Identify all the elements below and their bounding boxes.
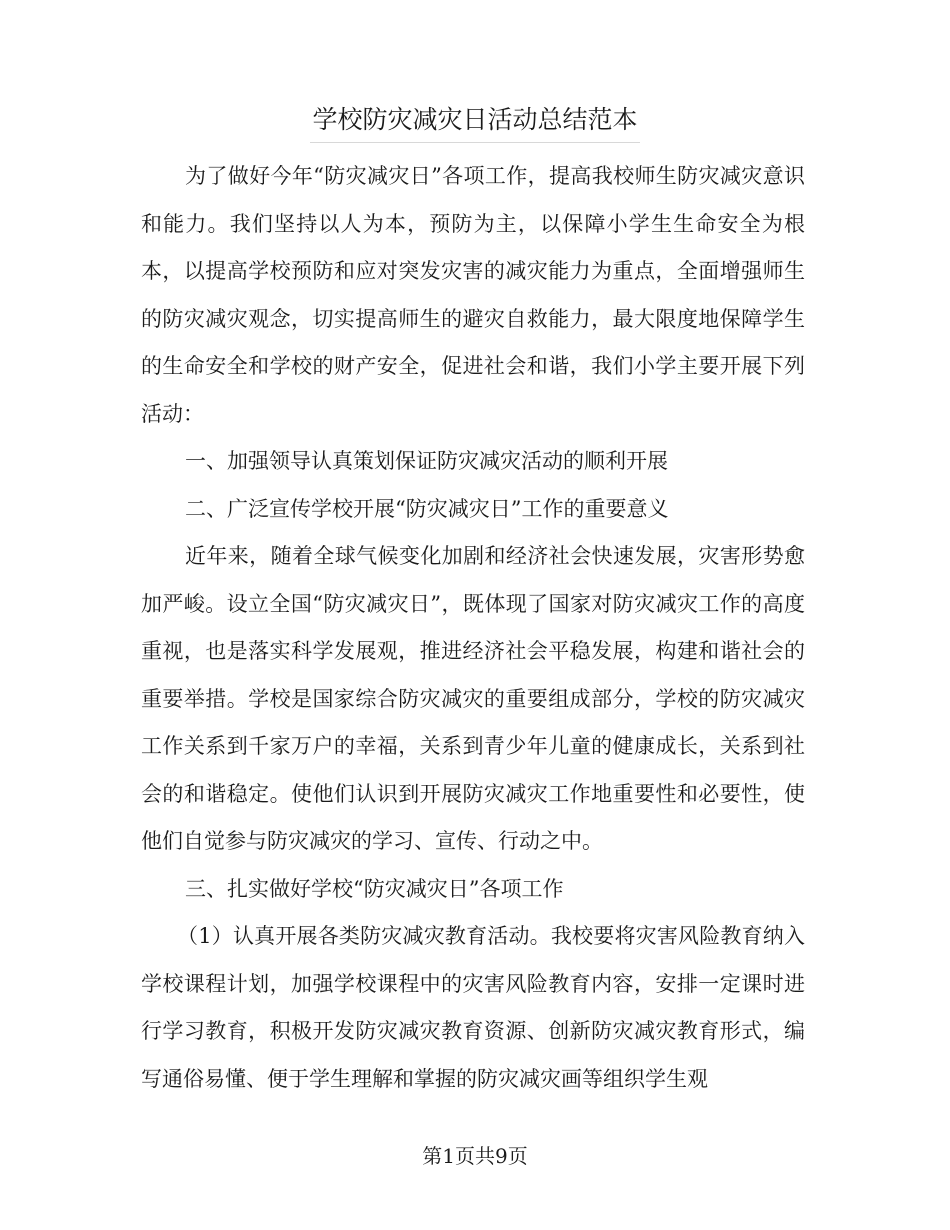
- section-heading-1: 一、加强领导认真策划保证防灾减灾活动的顺利开展: [185, 449, 668, 473]
- document-body: [141, 153, 805, 1103]
- paragraph-intro: 为了做好今年“防灾减灾日”各项工作，提高我校师生防灾减灾意识和能力。我们坚持以人为本，预防为主，以保障小学生生命安全为根本，以提高学校预防和应对突发灾害的减灾能力为重点，全面增强师生的防灾减灾观念，切实提高师生的避灾自救能力，最大限度地保障学生的生命安全和学校的财产安全，促进社会和谐，我们小学主要开展下列活动：: [141, 164, 805, 426]
- paragraph-item-1: （1）认真开展各类防灾减灾教育活动。我校要将灾害风险教育纳入学校课程计划，加强学校课程中的灾害风险教育内容，安排一定课时进行学习教育，积极开发防灾减灾教育资源、创新防灾减灾教育形式，编写通俗易懂、便于学生理解和掌握的防灾减灾画等组织学生观: [141, 924, 805, 1091]
- document-title: [0, 98, 950, 143]
- section-heading-3: 三、扎实做好学校“防灾减灾日”各项工作: [185, 876, 564, 901]
- paragraph-significance: 近年来，随着全球气候变化加剧和经济社会快速发展，灾害形势愈加严峻。设立全国“防灾减灾日”，既体现了国家对防灾减灾工作的高度重视，也是落实科学发展观，推进经济社会平稳发展，构建和谐社会的重要举措。学校是国家综合防灾减灾的重要组成部分，学校的防灾减灾工作关系到千家万户的幸福，关系到青少年儿童的健康成长，关系到社会的和谐稳定。使他们认识到开展防灾减灾工作地重要性和必要性，使他们自觉参与防灾减灾的学习、宣传、行动之中。: [141, 544, 805, 853]
- document-title-text: 学校防灾减灾日活动总结范本: [310, 98, 639, 143]
- section-heading-2: 二、广泛宣传学校开展“防灾减灾日”工作的重要意义: [185, 496, 669, 521]
- page-footer: 第1页共9页: [422, 1144, 528, 1168]
